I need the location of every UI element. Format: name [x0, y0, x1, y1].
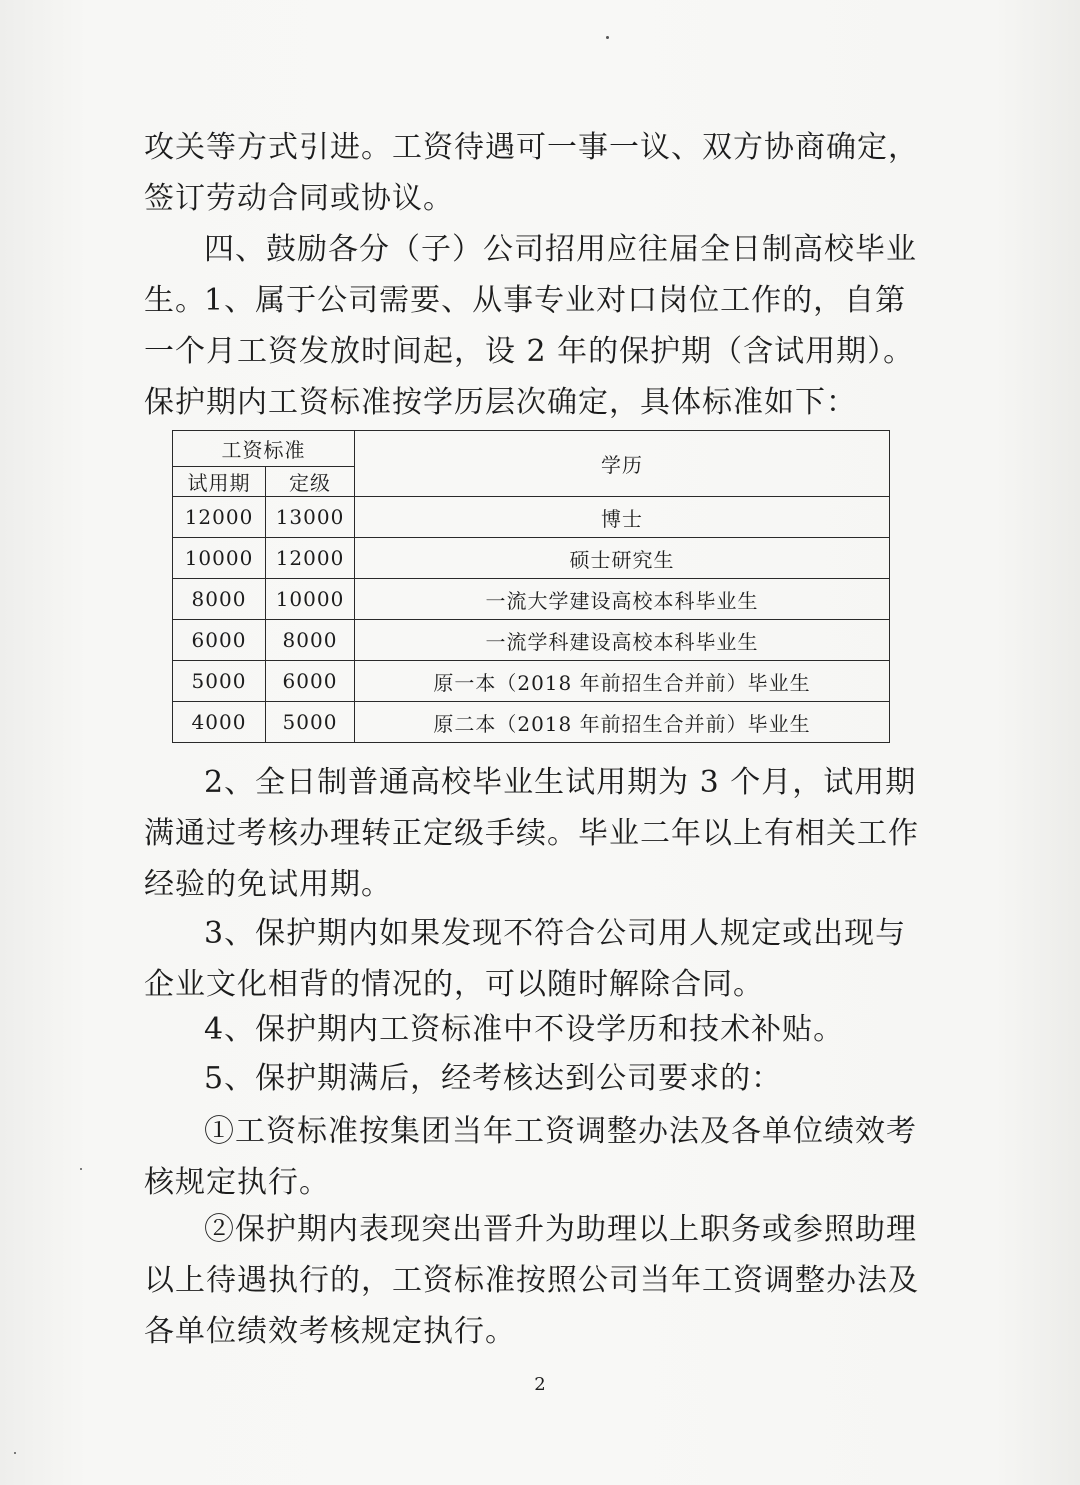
cell-education: 一流大学建设高校本科毕业生	[355, 579, 890, 620]
table-row	[173, 661, 890, 702]
wage-standard-table	[172, 430, 890, 743]
scan-speck	[14, 1452, 16, 1454]
paragraph-item-2: 2、全日制普通高校毕业生试用期为 3 个月，试用期满通过考核办理转正定级手续。毕业二年以上有相关工作经验的免试用期。	[144, 765, 919, 902]
cell-probation: 8000	[173, 579, 266, 620]
paragraph-item-1: 1、属于公司需要、从事专业对口岗位工作的，自第一个月工资发放时间起，设 2 年的保护期（含试用期）。保护期内工资标准按学历层次确定，具体标准如下：	[144, 283, 915, 420]
paragraph-item-5-sub-2: ②保护期内表现突出晋升为助理以上职务或参照助理以上待遇执行的，工资标准按照公司当年工资调整办法及各单位绩效考核规定执行。	[144, 1212, 919, 1349]
cell-probation: 4000	[173, 702, 266, 743]
paragraph-item-5-sub-1: ①工资标准按集团当年工资调整办法及各单位绩效考核规定执行。	[144, 1114, 917, 1200]
table-row	[173, 620, 890, 661]
header-fixed-grade: 定级	[266, 467, 355, 497]
paragraph-section-four: 四、鼓励各分（子）公司招用应往届全日制高校毕业生。	[144, 232, 917, 318]
cell-fixed: 10000	[266, 579, 355, 620]
table-row	[173, 702, 890, 743]
cell-probation: 10000	[173, 538, 266, 579]
table-row	[173, 538, 890, 579]
cell-probation: 12000	[173, 497, 266, 538]
cell-probation: 5000	[173, 661, 266, 702]
header-probation: 试用期	[173, 467, 266, 497]
page-number: 2	[534, 1374, 546, 1395]
cell-education: 硕士研究生	[355, 538, 890, 579]
scan-speck	[80, 1168, 82, 1170]
cell-fixed: 8000	[266, 620, 355, 661]
scan-speck	[606, 36, 609, 39]
cell-probation: 6000	[173, 620, 266, 661]
header-education: 学历	[355, 431, 890, 497]
header-wage-standard: 工资标准	[173, 431, 355, 467]
cell-fixed: 5000	[266, 702, 355, 743]
cell-fixed: 6000	[266, 661, 355, 702]
paragraph-item-4: 4、保护期内工资标准中不设学历和技术补贴。	[204, 1012, 845, 1047]
table-row	[173, 497, 890, 538]
cell-education: 原一本（2018 年前招生合并前）毕业生	[355, 661, 890, 702]
cell-fixed: 12000	[266, 538, 355, 579]
paragraph-intro-continuation: 攻关等方式引进。工资待遇可一事一议、双方协商确定，签订劳动合同或协议。	[144, 130, 919, 216]
cell-fixed: 13000	[266, 497, 355, 538]
table-row	[173, 579, 890, 620]
cell-education: 一流学科建设高校本科毕业生	[355, 620, 890, 661]
cell-education: 原二本（2018 年前招生合并前）毕业生	[355, 702, 890, 743]
paragraph-item-5: 5、保护期满后，经考核达到公司要求的：	[204, 1061, 783, 1096]
cell-education: 博士	[355, 497, 890, 538]
paragraph-item-3: 3、保护期内如果发现不符合公司用人规定或出现与企业文化相背的情况的，可以随时解除合同。	[144, 916, 907, 1002]
